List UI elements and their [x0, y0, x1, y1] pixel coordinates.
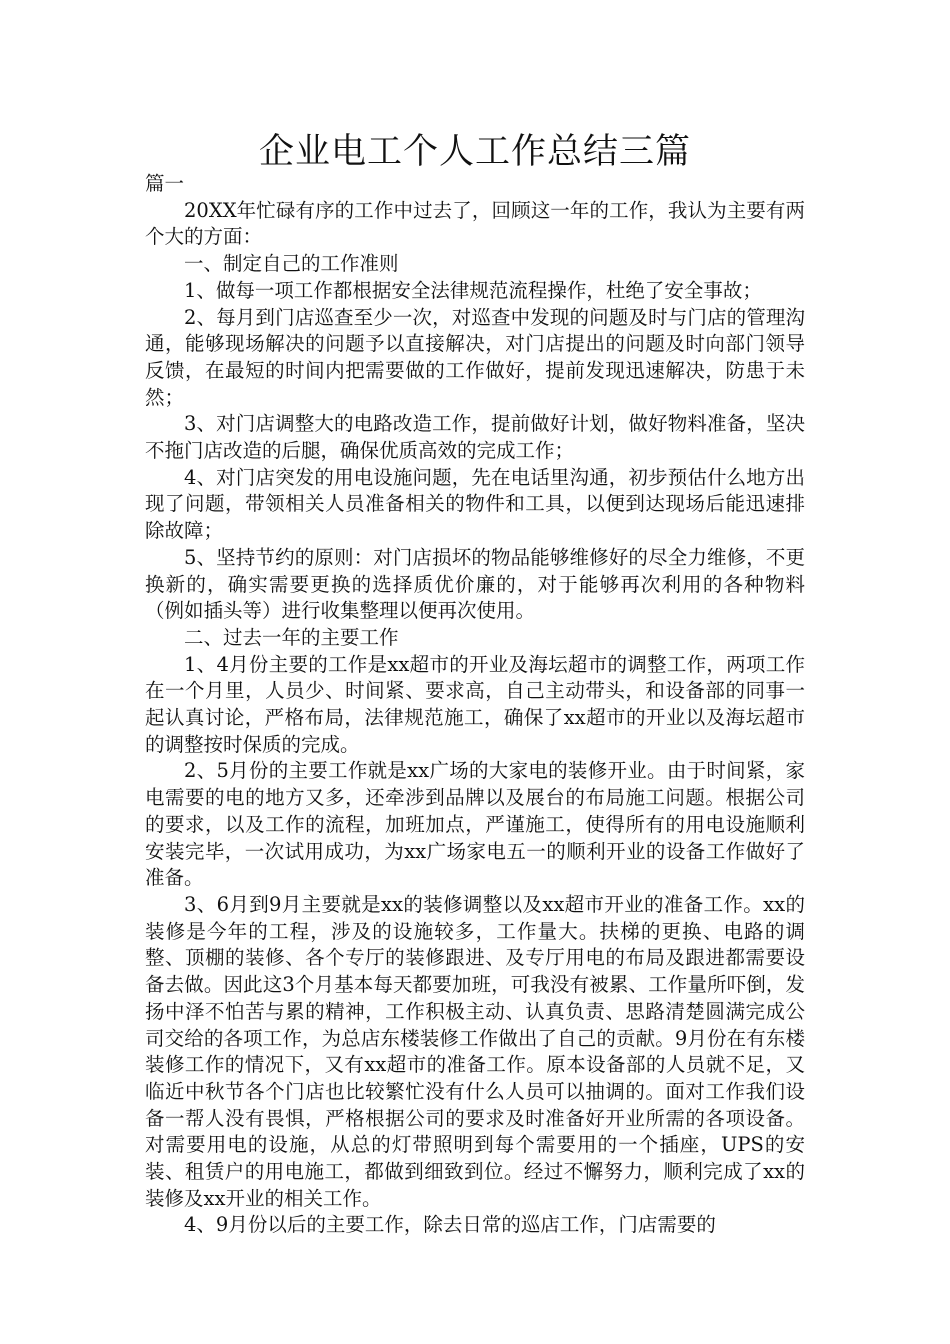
document-title: 企业电工个人工作总结三篇: [258, 132, 691, 172]
paragraph-principle-2: 2、每月到门店巡查至少一次，对巡查中发现的问题及时与门店的管理沟通，能够现场解决的问题予以直接解决，对门店提出的问题及时向部门领导反馈，在最短的时间内把需要做的工作做好，提前发现迅速解决，防患于未然；: [145, 305, 805, 409]
paragraph-principle-3: 3、对门店调整大的电路改造工作，提前做好计划，做好物料准备，坚决不拖门店改造的后腿，确保优质高效的完成工作；: [145, 412, 805, 463]
paragraph-principle-4: 4、对门店突发的用电设施问题，先在电话里沟通，初步预估什么地方出现了问题，带领相关人员准备相关的物件和工具，以便到达现场后能迅速排除故障；: [145, 465, 805, 543]
paragraph-work-1: 1、4月份主要的工作是xx超市的开业及海坛超市的调整工作，两项工作在一个月里，人员少、时间紧、要求高，自己主动带头，和设备部的同事一起认真讨论，严格布局，法律规范施工，确保了xx超市的开业以及海坛超市的调整按时保质的完成。: [145, 652, 805, 756]
paragraph-work-3: 3、6月到9月主要就是xx的装修调整以及xx超市开业的准备工作。xx的装修是今年的工程，涉及的设施较多，工作量大。扶梯的更换、电路的调整、顶棚的装修、各个专厅的装修跟进、及专厅用电的布局及跟进都需要设备去做。因此这3个月基本每天都要加班，可我没有被累、工作量所吓倒，发扬中泽不怕苦与累的精神，工作积极主动、认真负责、思路清楚圆满完成公司交给的各项工作，为总店东楼装修工作做出了自己的贡献。9月份在有东楼装修工作的情况下，又有xx超市的准备工作。原本设备部的人员就不足，又临近中秋节各个门店也比较繁忙没有什么人员可以抽调的。面对工作我们设备一帮人没有畏惧，严格根据公司的要求及时准备好开业所需的各项设备。对需要用电的设施，从总的灯带照明到每个需要用的一个插座，UPS的安装、租赁户的用电施工，都做到细致到位。经过不懈努力，顺利完成了xx的装修及xx开业的相关工作。: [145, 892, 805, 1210]
paragraph-principle-5: 5、坚持节约的原则：对门店损坏的物品能够维修好的尽全力维修，不更换新的，确实需要更换的选择质优价廉的，对于能够再次利用的各种物料（例如插头等）进行收集整理以便再次使用。: [145, 545, 805, 623]
section-label: 篇一: [145, 172, 185, 195]
paragraph-work-4: 4、9月份以后的主要工作，除去日常的巡店工作，门店需要的: [184, 1213, 716, 1237]
paragraph-intro: 20XX年忙碌有序的工作中过去了，回顾这一年的工作，我认为主要有两个大的方面：: [145, 198, 805, 249]
heading-work-principles: 一、制定自己的工作准则: [184, 252, 399, 276]
paragraph-principle-1: 1、做每一项工作都根据安全法律规范流程操作，杜绝了安全事故；: [184, 278, 762, 302]
document-body: [145, 171, 805, 1239]
paragraph-work-2: 2、5月份的主要工作就是xx广场的大家电的装修开业。由于时间紧，家电需要的电的地方又多，还牵涉到品牌以及展台的布局施工问题。根据公司的要求，以及工作的流程，加班加点，严谨施工，使得所有的用电设施顺利安装完毕，一次试用成功，为xx广场家电五一的顺利开业的设备工作做好了准备。: [145, 759, 805, 890]
heading-main-work: 二、过去一年的主要工作: [184, 625, 399, 649]
